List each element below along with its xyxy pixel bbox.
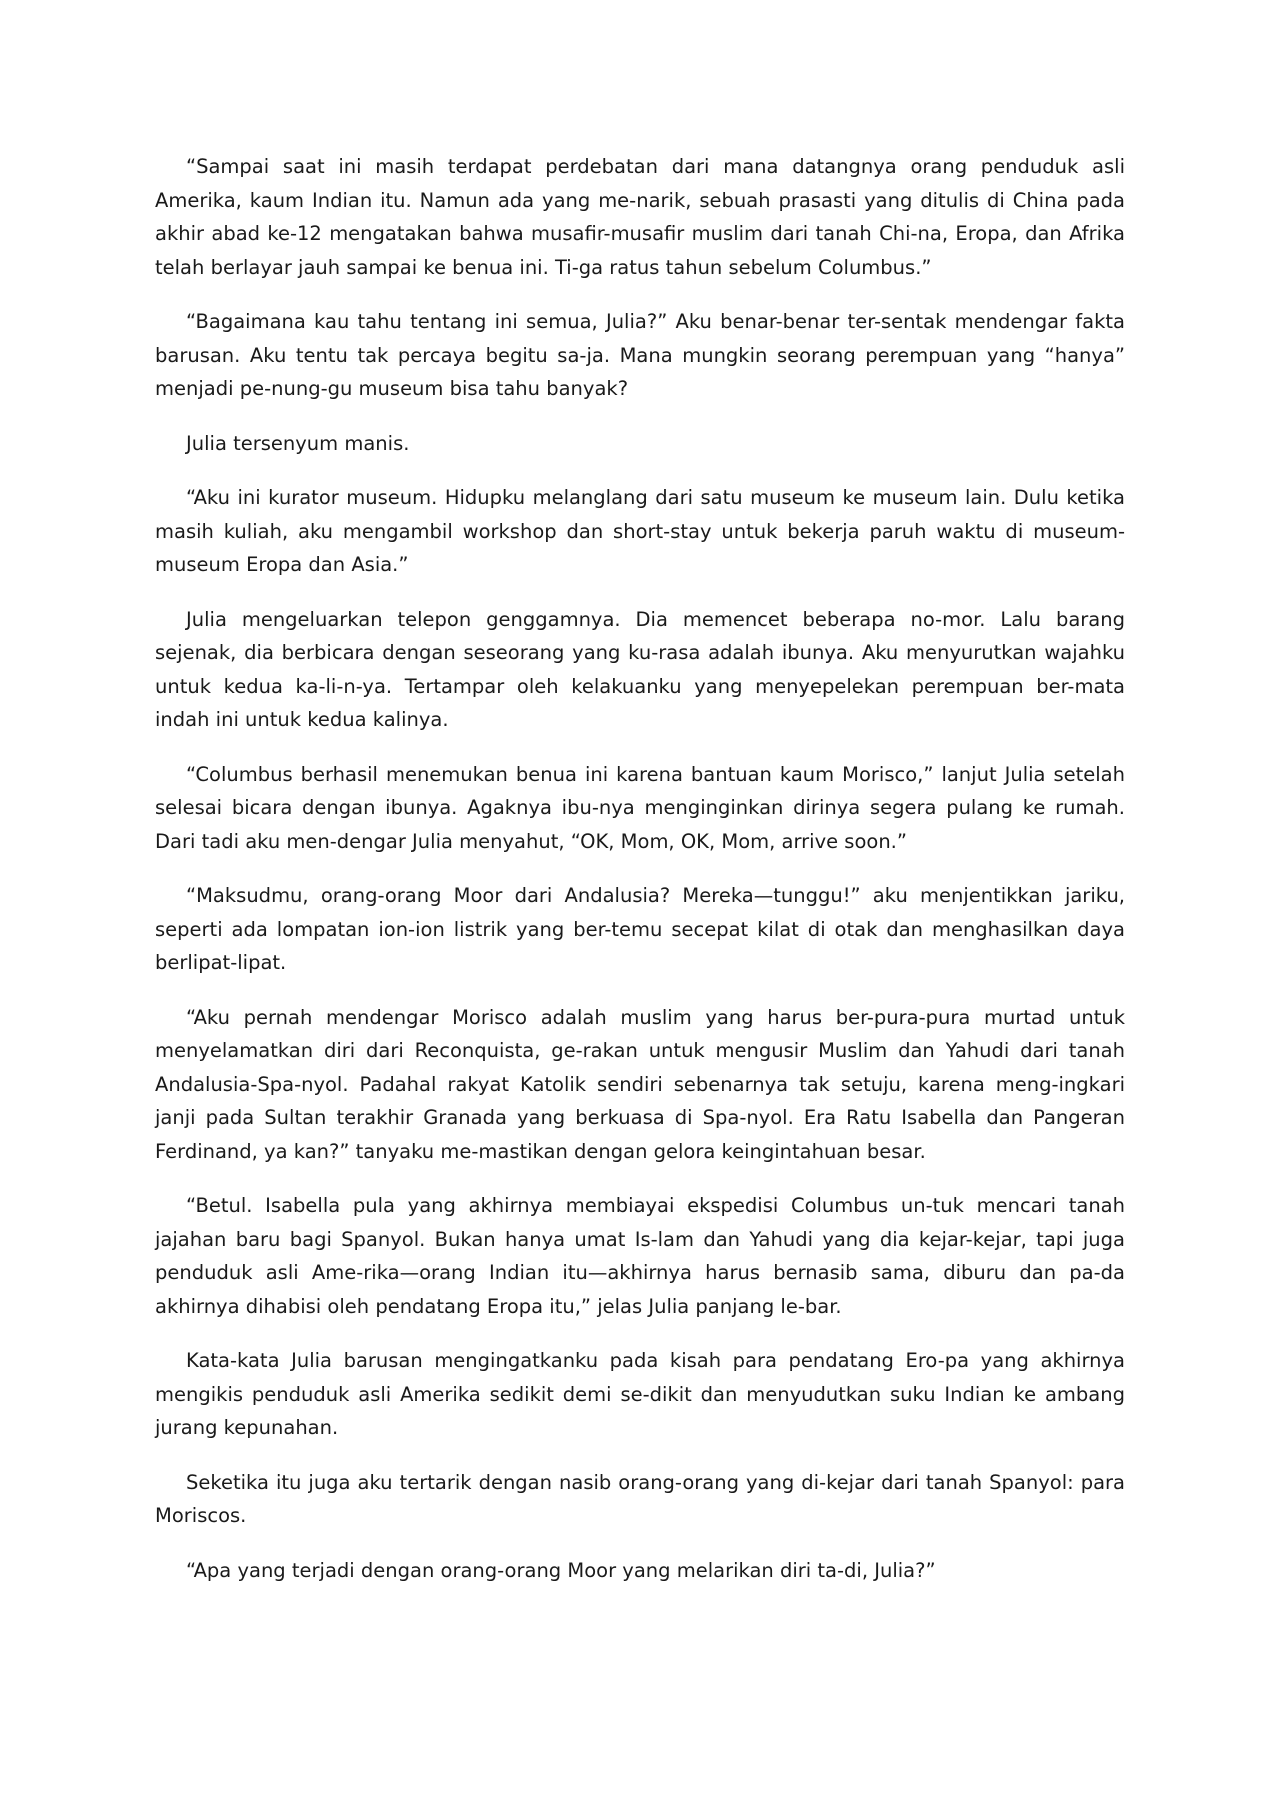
paragraph: Julia mengeluarkan telepon genggamnya. Dia memencet beberapa no-mor. Lalu barang sejenak, dia berbicara dengan seseorang yang ku-rasa adalah ibunya. Aku menyurutkan wajahku untuk kedua ka-li-n-ya. Tertampar oleh kelakuanku yang menyepelekan perempuan ber-mata indah ini untuk kedua kalinya. <box>155 607 1125 731</box>
paragraph: Kata-kata Julia barusan mengingatkanku pada kisah para pendatang Ero-pa yang akhirnya mengikis penduduk asli Amerika sedikit demi se-dikit dan menyudutkan suku Indian ke ambang jurang kepunahan. <box>155 1349 1125 1439</box>
paragraph: “Aku pernah mendengar Morisco adalah muslim yang harus ber-pura-pura murtad untuk menyelamatkan diri dari Reconquista, ge-rakan untuk mengusir Muslim dan Yahudi dari tanah Andalusia-Spa-nyol. Padahal rakyat Katolik sendiri sebenarnya tak setuju, karena meng-ingkari janji pada Sultan terakhir Granada yang berkuasa di Spa-nyol. Era Ratu Isabella dan Pangeran Ferdinand, ya kan?” tanyaku me-mastikan dengan gelora keingintahuan besar. <box>155 1005 1125 1163</box>
paragraph: Seketika itu juga aku tertarik dengan nasib orang-orang yang di-kejar dari tanah Spanyol: para Moriscos. <box>155 1470 1125 1527</box>
paragraph: “Aku ini kurator museum. Hidupku melanglang dari satu museum ke museum lain. Dulu ketika masih kuliah, aku mengambil workshop dan short-stay untuk bekerja paruh waktu di museum-museum Eropa dan Asia.” <box>155 486 1125 576</box>
paragraph: “Apa yang terjadi dengan orang-orang Moor yang melarikan diri ta-di, Julia?” <box>186 1558 936 1582</box>
paragraph: “Columbus berhasil menemukan benua ini karena bantuan kaum Morisco,” lanjut Julia setelah selesai bicara dengan ibunya. Agaknya ibu-nya menginginkan dirinya segera pulang ke rumah. Dari tadi aku men-dengar Julia menyahut, “OK, Mom, OK, Mom, arrive soon.” <box>155 762 1125 853</box>
paragraph: Julia tersenyum manis. <box>186 431 410 455</box>
paragraph: “Sampai saat ini masih terdapat perdebatan dari mana datangnya orang penduduk asli Amerika, kaum Indian itu. Namun ada yang me-narik, sebuah prasasti yang ditulis di China pada akhir abad ke-12 mengatakan bahwa musafir-musafir muslim dari tanah Chi-na, Eropa, dan Afrika telah berlayar jauh sampai ke benua ini. Ti-ga ratus tahun sebelum Columbus.” <box>155 155 1125 279</box>
paragraph: “Maksudmu, orang-orang Moor dari Andalusia? Mereka—tunggu!” aku menjentikkan jariku, seperti ada lompatan ion-ion listrik yang ber-temu secepat kilat di otak dan menghasilkan daya berlipat-lipat. <box>155 884 1125 974</box>
paragraph: “Bagaimana kau tahu tentang ini semua, Julia?” Aku benar-benar ter-sentak mendengar fakta barusan. Aku tentu tak percaya begitu sa-ja. Mana mungkin seorang perempuan yang “hanya” menjadi pe-nung-gu museum bisa tahu banyak? <box>155 310 1125 400</box>
document-page <box>155 150 1125 1608</box>
paragraph: “Betul. Isabella pula yang akhirnya membiayai ekspedisi Columbus un-tuk mencari tanah jajahan baru bagi Spanyol. Bukan hanya umat Is-lam dan Yahudi yang dia kejar-kejar, tapi juga penduduk asli Ame-rika—orang Indian itu—akhirnya harus bernasib sama, diburu dan pa-da akhirnya dihabisi oleh pendatang Eropa itu,” jelas Julia panjang le-bar. <box>155 1194 1125 1318</box>
